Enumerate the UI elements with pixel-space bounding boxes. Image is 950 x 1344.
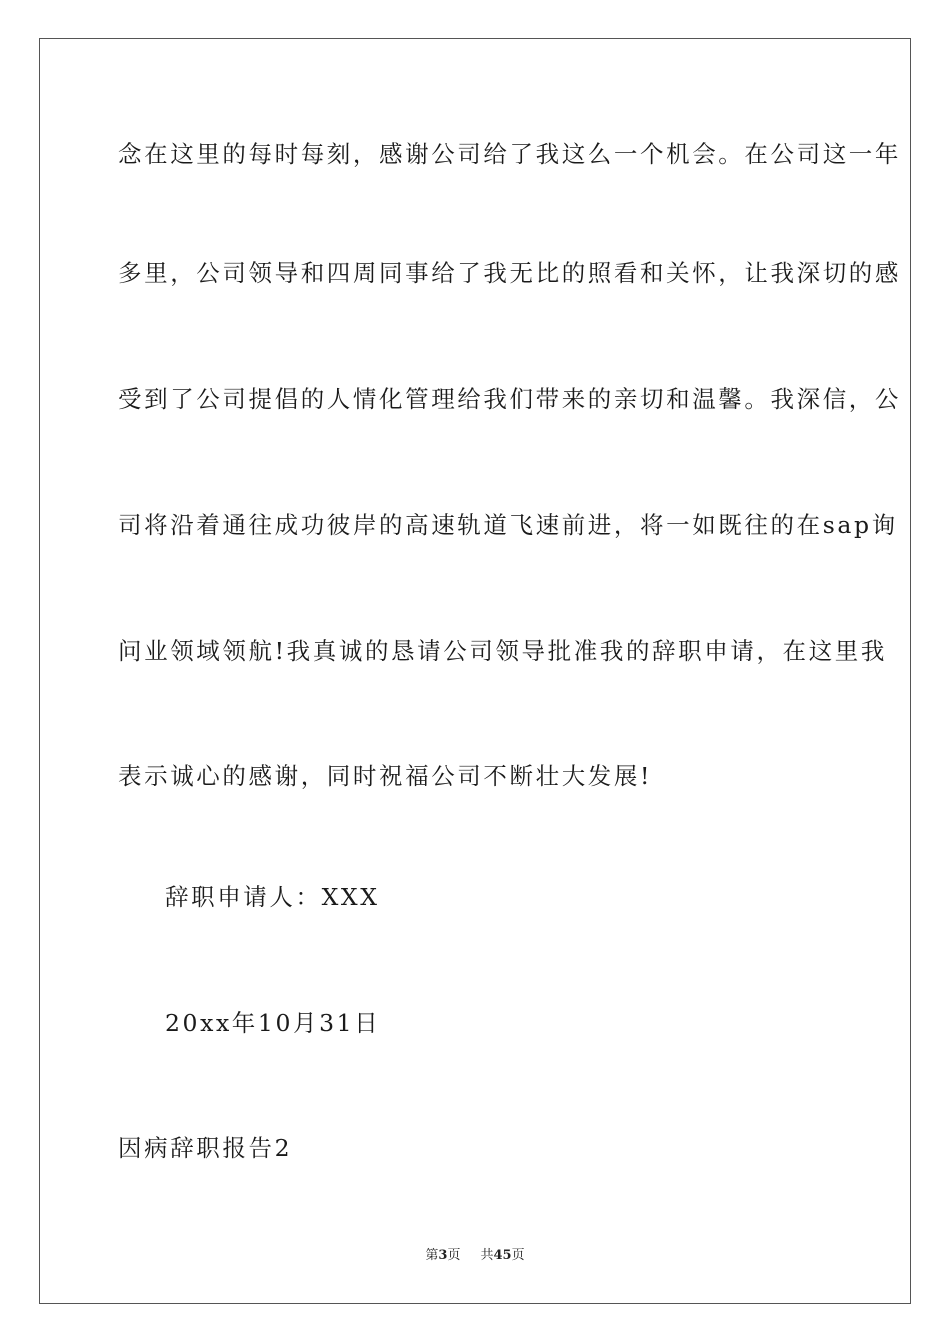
body-line-6: 表示诚心的感谢，同时祝福公司不断壮大发展! <box>118 762 653 790</box>
body-line-4: 司将沿着通往成功彼岸的高速轨道飞速前进，将一如既往的在sap询 <box>118 511 898 539</box>
body-line-1: 念在这里的每时每刻，感谢公司给了我这么一个机会。在公司这一年 <box>118 140 901 168</box>
footer-total-suffix: 页 <box>511 1248 525 1263</box>
footer-page-number: 3 <box>438 1248 448 1263</box>
footer-total-prefix: 共 <box>480 1248 494 1263</box>
signature-line: 辞职申请人：XXX <box>165 883 380 911</box>
page-footer <box>0 1247 950 1265</box>
footer-total-pages: 45 <box>493 1248 512 1263</box>
footer-prefix: 第 <box>425 1248 439 1263</box>
body-line-5: 问业领域领航!我真诚的恳请公司领导批准我的辞职申请，在这里我 <box>118 637 887 665</box>
date-line: 20xx年10月31日 <box>165 1009 381 1037</box>
footer-page-suffix: 页 <box>447 1248 461 1263</box>
page-frame <box>39 38 911 1304</box>
body-line-3: 受到了公司提倡的人情化管理给我们带来的亲切和温馨。我深信，公 <box>118 385 901 413</box>
body-line-2: 多里，公司领导和四周同事给了我无比的照看和关怀，让我深切的感 <box>118 259 901 287</box>
section-heading: 因病辞职报告2 <box>118 1134 293 1162</box>
